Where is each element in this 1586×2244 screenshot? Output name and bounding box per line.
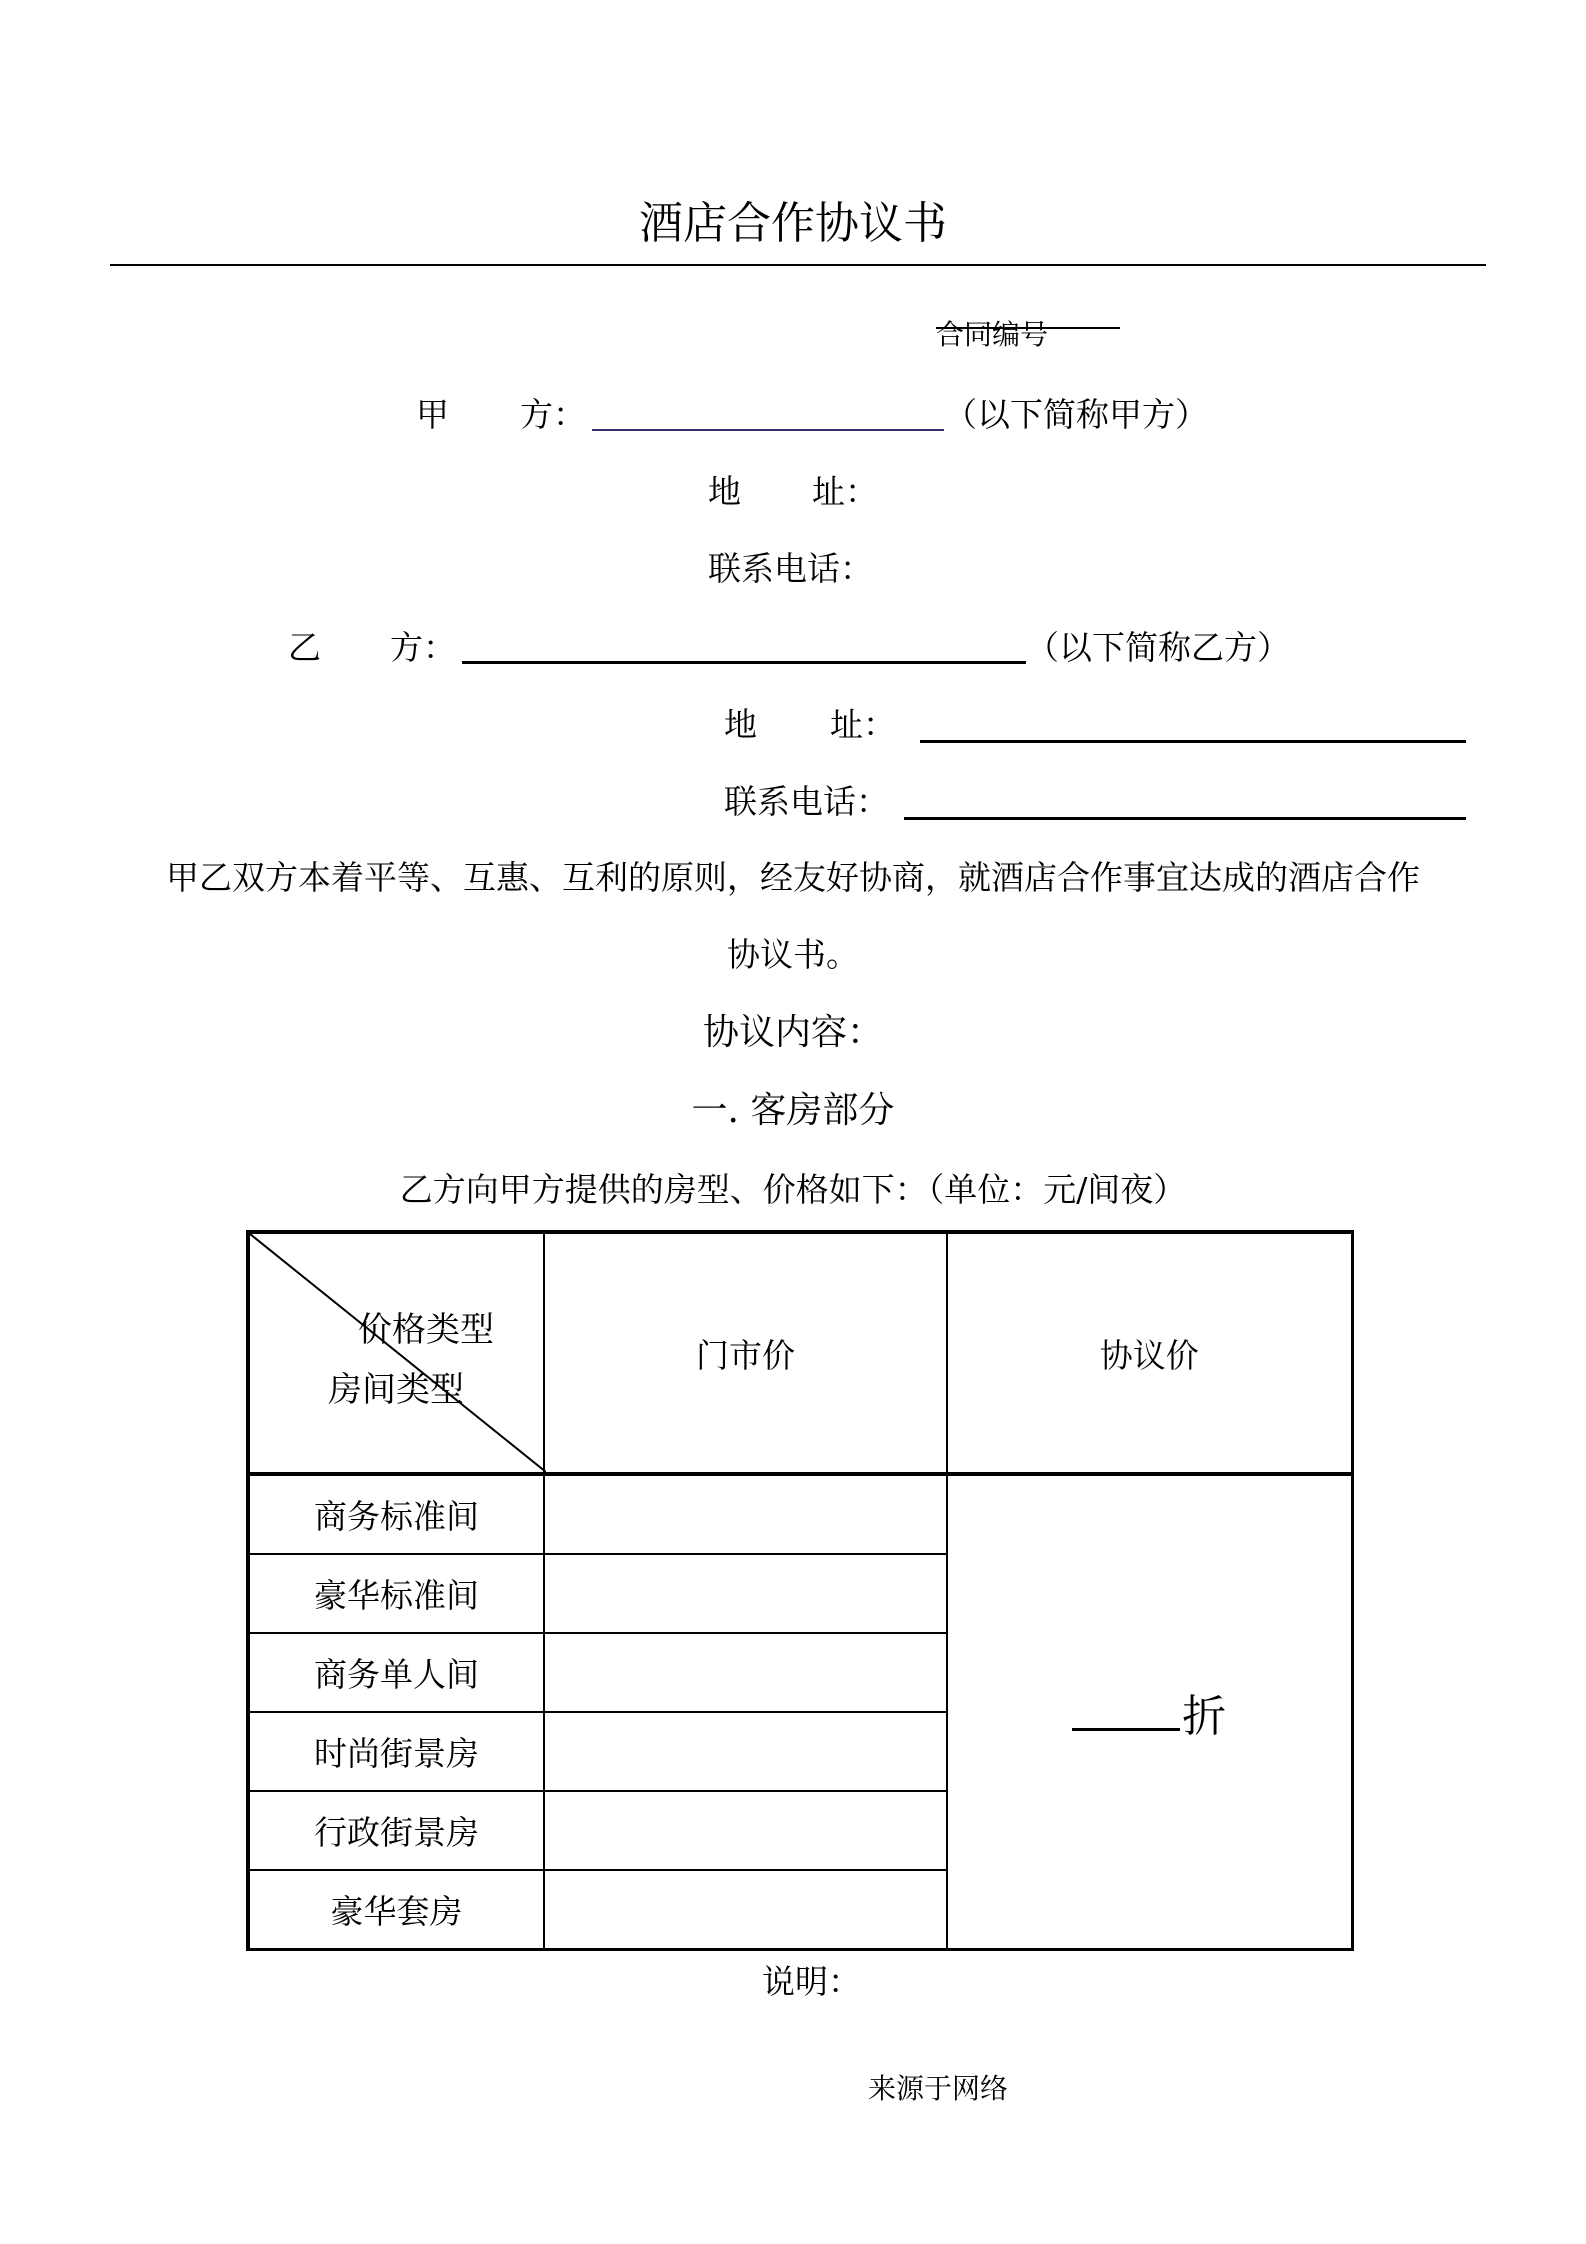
document-title: 酒店合作协议书 (639, 198, 947, 249)
rack-rate-input[interactable] (544, 1712, 947, 1791)
room-type-cell: 行政街景房 (248, 1791, 544, 1870)
discount-suffix: 折 (1182, 1691, 1227, 1742)
diagonal-header-cell (248, 1232, 544, 1474)
party-a-suffix: （以下简称甲方） (944, 395, 1208, 434)
room-type-cell: 豪华标准间 (248, 1554, 544, 1633)
section-heading: 协议内容： (702, 1012, 883, 1053)
party-b-label-left: 乙 (288, 628, 321, 667)
price-type-label: 价格类型 (358, 1310, 494, 1350)
table-header-row (248, 1232, 1352, 1474)
party-b-address-blank[interactable] (920, 740, 1466, 743)
rack-rate-input[interactable] (544, 1554, 947, 1633)
table-caption: 乙方向甲方提供的房型、价格如下：（单位：元/间夜） (399, 1170, 1187, 1209)
room-type-cell: 豪华套房 (248, 1870, 544, 1950)
party-a-address-label-left: 地 (708, 472, 741, 511)
rack-rate-input[interactable] (544, 1474, 947, 1554)
party-b-phone-label: 联系电话： (724, 782, 889, 821)
party-a-name-blank[interactable] (592, 429, 944, 431)
room-type-cell: 商务单人间 (248, 1633, 544, 1712)
contract-number-label: 合同编号 (936, 318, 1049, 351)
discount-field[interactable] (1072, 1691, 1226, 1742)
room-price-table (246, 1230, 1354, 1951)
party-b-address-label-left: 地 (724, 705, 757, 744)
contract-number-blank[interactable] (936, 327, 1120, 329)
rack-rate-input[interactable] (544, 1633, 947, 1712)
party-a-phone-label: 联系电话： (708, 549, 873, 588)
room-type-cell: 时尚街景房 (248, 1712, 544, 1791)
footer-source: 来源于网络 (868, 2072, 1009, 2105)
notes-label: 说明： (762, 1962, 861, 2001)
subsection-heading: 一. 客房部分 (691, 1090, 895, 1131)
title-divider (110, 264, 1486, 266)
column-header-rack-rate: 门市价 (544, 1232, 947, 1474)
party-a-label-right: 方： (520, 395, 586, 434)
party-b-label-right: 方： (390, 628, 456, 667)
discount-blank[interactable] (1072, 1728, 1180, 1731)
party-a-address-label-right: 址： (812, 472, 878, 511)
party-b-phone-blank[interactable] (904, 817, 1466, 820)
party-a-label-left: 甲 (416, 395, 449, 434)
diagonal-line (250, 1234, 546, 1472)
intro-paragraph-line1: 甲乙双方本着平等、互惠、互利的原则，经友好协商，就酒店合作事宜达成的酒店合作 (166, 858, 1420, 897)
intro-paragraph-line2: 协议书。 (727, 935, 859, 974)
agreement-price-cell (947, 1474, 1352, 1950)
party-b-name-blank[interactable] (462, 661, 1026, 664)
party-b-address-label-right: 址： (830, 705, 896, 744)
room-type-label: 房间类型 (328, 1370, 464, 1410)
party-b-suffix: （以下简称乙方） (1026, 628, 1290, 667)
room-type-cell: 商务标准间 (248, 1474, 544, 1554)
rack-rate-input[interactable] (544, 1870, 947, 1950)
rack-rate-input[interactable] (544, 1791, 947, 1870)
table-row (248, 1474, 1352, 1554)
column-header-agreement-price: 协议价 (947, 1232, 1352, 1474)
